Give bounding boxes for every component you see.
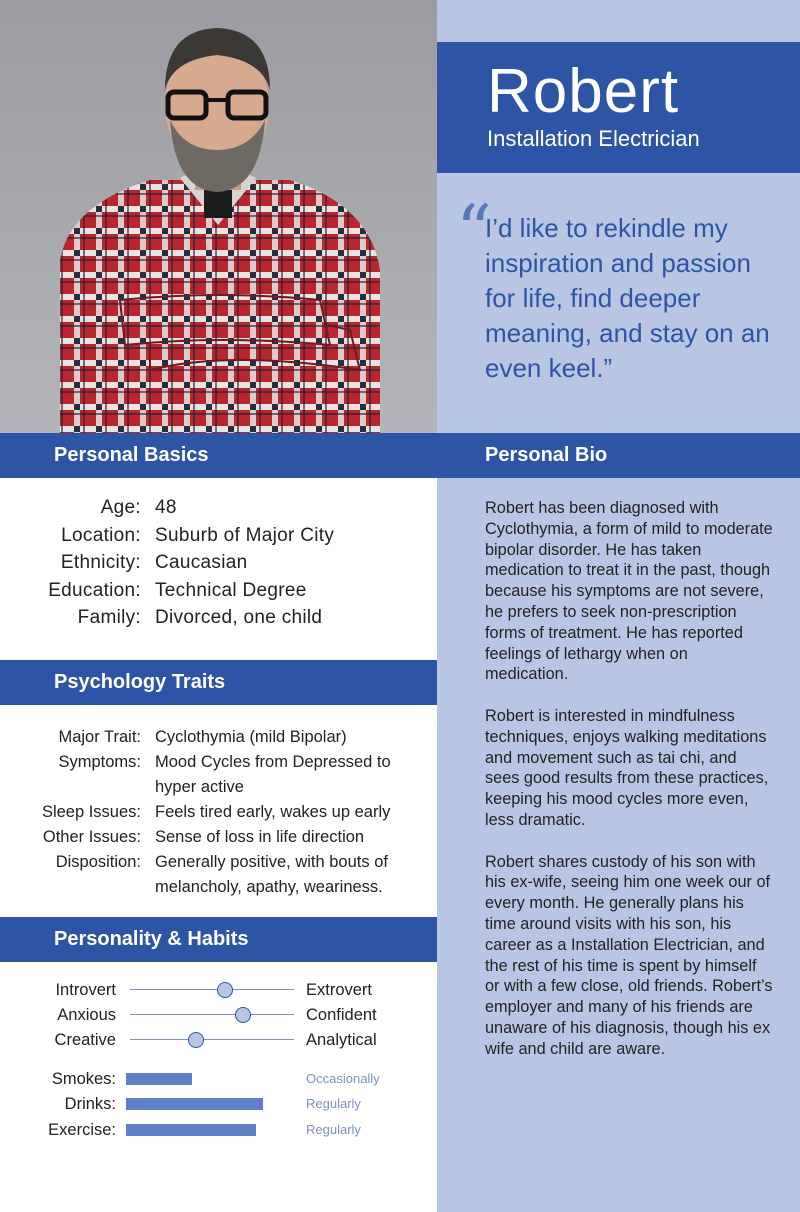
section-personal-basics: Personal Basics	[0, 433, 437, 478]
basics-label: Location:	[61, 524, 141, 546]
habit-row	[0, 1118, 437, 1142]
personal-basics-list	[0, 497, 437, 635]
slider-right-label: Analytical	[306, 1031, 377, 1049]
basics-value: Divorced, one child	[155, 607, 323, 629]
trait-label: Disposition:	[55, 853, 141, 871]
person-name: Robert	[487, 57, 680, 126]
basics-row	[0, 497, 437, 525]
personality-slider	[0, 1003, 437, 1027]
slider-right-label: Extrovert	[306, 981, 373, 999]
person-role: Installation Electrician	[487, 126, 700, 151]
slider-knob	[217, 982, 233, 998]
profile-photo	[0, 0, 437, 433]
trait-value: Mood Cycles from Depressed to hyper active	[155, 753, 391, 796]
bio-paragraph: Robert shares custody of his son with his ex-wife, seeing him one week our of every month. He generally plans his time around visits with his son, his career as a Installation Electrician, and the rest of his time is spent by himself or with a few close, old friends. Robert’s employer and many of his friends are unaware of his diagnosis, though his ex wife and child are aware.	[485, 852, 773, 1058]
trait-value: Generally positive, with bouts of melancholy, apathy, weariness.	[155, 853, 388, 896]
slider-left-label: Introvert	[55, 981, 116, 999]
slider-knob	[188, 1032, 204, 1048]
quote-mark-icon: “	[456, 190, 492, 272]
habit-label: Exercise:	[48, 1121, 116, 1139]
slider-knob	[235, 1007, 251, 1023]
habit-frequency: Occasionally	[306, 1071, 380, 1086]
slider-left-label: Creative	[54, 1031, 116, 1049]
basics-row	[0, 552, 437, 580]
trait-label: Other Issues:	[42, 828, 141, 846]
habit-frequency: Regularly	[306, 1122, 361, 1137]
trait-row	[0, 825, 437, 850]
habit-bar	[126, 1124, 256, 1136]
habit-frequency: Regularly	[306, 1096, 361, 1111]
habit-label: Drinks:	[64, 1095, 116, 1113]
basics-value: 48	[155, 497, 177, 518]
basics-label: Family:	[77, 607, 141, 629]
habit-bar	[126, 1098, 263, 1110]
trait-value: Sense of loss in life direction	[155, 828, 365, 846]
trait-value: Cyclothymia (mild Bipolar)	[155, 728, 347, 746]
section-psychology-traits: Psychology Traits	[0, 660, 437, 705]
section-personal-bio: Personal Bio	[437, 433, 800, 478]
basics-value: Technical Degree	[155, 579, 307, 601]
trait-label: Major Trait:	[58, 728, 141, 746]
trait-row	[0, 725, 437, 750]
basics-label: Ethnicity:	[60, 552, 141, 574]
section-personality-habits: Personality & Habits	[0, 917, 437, 962]
basics-label: Age:	[100, 497, 141, 518]
basics-row	[0, 580, 437, 608]
habit-row	[0, 1092, 437, 1116]
psychology-traits-list	[0, 725, 437, 900]
bio-paragraph: Robert has been diagnosed with Cyclothymia, a form of mild to moderate bipolar disorder. He has taken medication to treat it in the past, though because his symptoms are not severe, he prefers to seek non-prescription forms of treatment. He has reported feelings of lethargy when on medication.	[485, 499, 773, 684]
personality-slider	[0, 978, 437, 1002]
trait-row	[0, 750, 437, 800]
trait-label: Symptoms:	[58, 753, 141, 771]
bio-paragraph: Robert is interested in mindfulness techniques, enjoys walking meditations and movement such as tai chi, and sees good results from these practices, keeping his mood cycles more even, less dramatic.	[485, 706, 769, 829]
personality-slider	[0, 1028, 437, 1052]
slider-right-label: Confident	[306, 1006, 377, 1024]
basics-label: Education:	[48, 579, 141, 601]
persona-quote: I’d like to rekindle my inspiration and passion for life, find deeper meaning, and stay on an even keel.”	[485, 213, 770, 383]
trait-row	[0, 850, 437, 900]
trait-label: Sleep Issues:	[41, 803, 141, 821]
person-illustration	[0, 0, 437, 433]
basics-row	[0, 525, 437, 553]
name-banner	[437, 42, 800, 173]
trait-row	[0, 800, 437, 825]
habit-label: Smokes:	[51, 1070, 116, 1088]
basics-value: Caucasian	[155, 552, 248, 574]
slider-track	[130, 989, 294, 990]
trait-value: Feels tired early, wakes up early	[155, 803, 391, 821]
habit-row	[0, 1067, 437, 1091]
slider-track	[130, 1014, 294, 1015]
slider-track	[130, 1039, 294, 1040]
slider-left-label: Anxious	[57, 1006, 116, 1024]
personal-bio	[485, 498, 775, 1080]
basics-row	[0, 607, 437, 635]
habit-bar	[126, 1073, 192, 1085]
basics-value: Suburb of Major City	[155, 524, 335, 546]
